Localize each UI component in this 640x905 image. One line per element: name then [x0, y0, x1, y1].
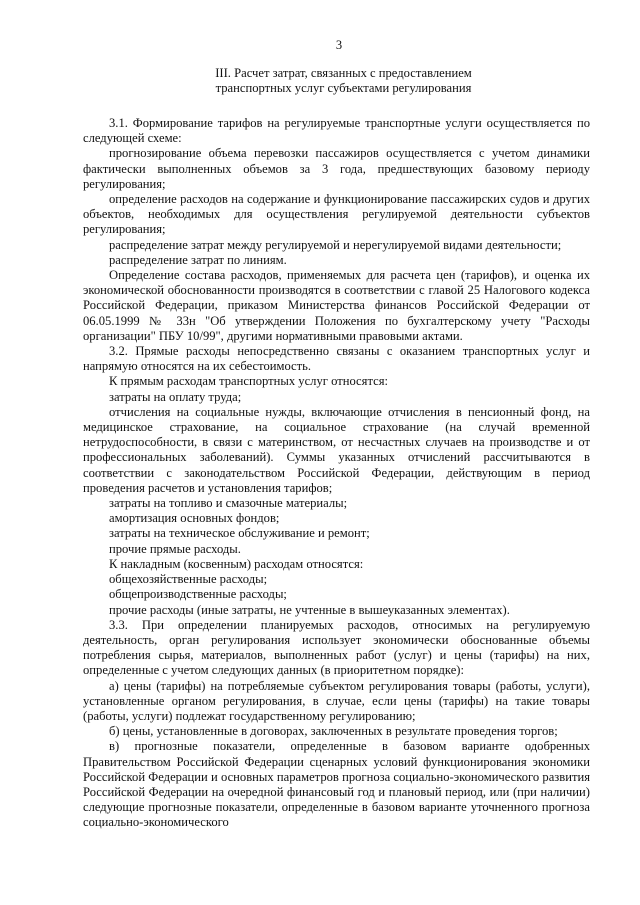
paragraph: а) цены (тарифы) на потребляемые субъектом регулирования товары (работы, услуги), установленные органом регулирования, в случае, если цены (тарифы) на такие товары (работы, услуги) подлежат государственному регулированию; [83, 678, 590, 723]
paragraph: прочие расходы (иные затраты, не учтенные в вышеуказанных элементах). [109, 602, 510, 617]
paragraph: затраты на оплату труда; [109, 389, 242, 404]
paragraph: К накладным (косвенным) расходам относятся: [109, 556, 364, 571]
paragraph: 3.3. При определении планируемых расходов, относимых на регулируемую деятельность, орган регулирования использует экономически обоснованные объемы потребления сырья, материалов, выполненных работ (услуг) и цены (тарифы) на них, определенные с учетом следующих данных (в приоритетном порядке): [83, 617, 590, 678]
paragraph: общехозяйственные расходы; [109, 572, 268, 587]
paragraph: распределение затрат по линиям. [109, 252, 287, 267]
paragraph: общепроизводственные расходы; [109, 587, 287, 602]
paragraph: прогнозирование объема перевозки пассажиров осуществляется с учетом динамики фактически выполненных объемов за 3 года, предшествующих базовому периоду регулирования; [83, 146, 590, 191]
section-title-line-1: III. Расчет затрат, связанных с предоставлением [215, 66, 472, 80]
paragraph: 3.2. Прямые расходы непосредственно связаны с оказанием транспортных услуг и напрямую относятся на их себестоимость. [83, 344, 590, 374]
paragraph: распределение затрат между регулируемой и нерегулируемой видами деятельности; [109, 237, 562, 252]
document-body [83, 116, 590, 831]
paragraph: прочие прямые расходы. [109, 541, 241, 556]
paragraph: 3.1. Формирование тарифов на регулируемые транспортные услуги осуществляется по следующей схеме: [83, 116, 590, 146]
paragraph: в) прогнозные показатели, определенные в базовом варианте одобренных Правительством Российской Федерации сценарных условий функционирования экономики Российской Федерации и основных параметров прогноза социально-экономического развития Российской Федерации на очередной финансовый год и плановый период, или (при наличии) следующие прогнозные показатели, определенные в базовом варианте уточненного прогноза социально-экономического [83, 739, 590, 830]
section-title [83, 66, 590, 96]
paragraph: затраты на техническое обслуживание и ремонт; [109, 526, 370, 541]
paragraph: б) цены, установленные в договорах, заключенных в результате проведения торгов; [109, 724, 558, 739]
paragraph: К прямым расходам транспортных услуг относятся: [109, 374, 388, 389]
paragraph: отчисления на социальные нужды, включающие отчисления в пенсионный фонд, на медицинское страхование, на социальное страхование (на случай временной нетрудоспособности, в связи с материнством, от несчастных случаев на производстве и от профессиональных заболеваний). Суммы указанных отчислений рассчитываются в соответствии с законодательством Российской Федерации, действующим в период проведения расчетов и установления тарифов; [83, 404, 590, 495]
paragraph: Определение состава расходов, применяемых для расчета цен (тарифов), и оценка их экономической обоснованности производятся в соответствии с главой 25 Налогового кодекса Российской Федерации, приказом Министерства финансов Российской Федерации от 06.05.1999 № 33н "Об утверждении Положения по бухгалтерскому учету "Расходы организации" ПБУ 10/99", другими нормативными правовыми актами. [83, 268, 590, 343]
section-title-line-2: транспортных услуг субъектами регулирования [215, 81, 472, 95]
page-number: 3 [335, 38, 343, 52]
paragraph: затраты на топливо и смазочные материалы; [109, 496, 348, 511]
paragraph: амортизация основных фондов; [109, 511, 280, 526]
paragraph: определение расходов на содержание и функционирование пассажирских судов и других объектов, необходимых для осуществления регулируемой деятельности субъектов регулирования; [83, 192, 590, 237]
